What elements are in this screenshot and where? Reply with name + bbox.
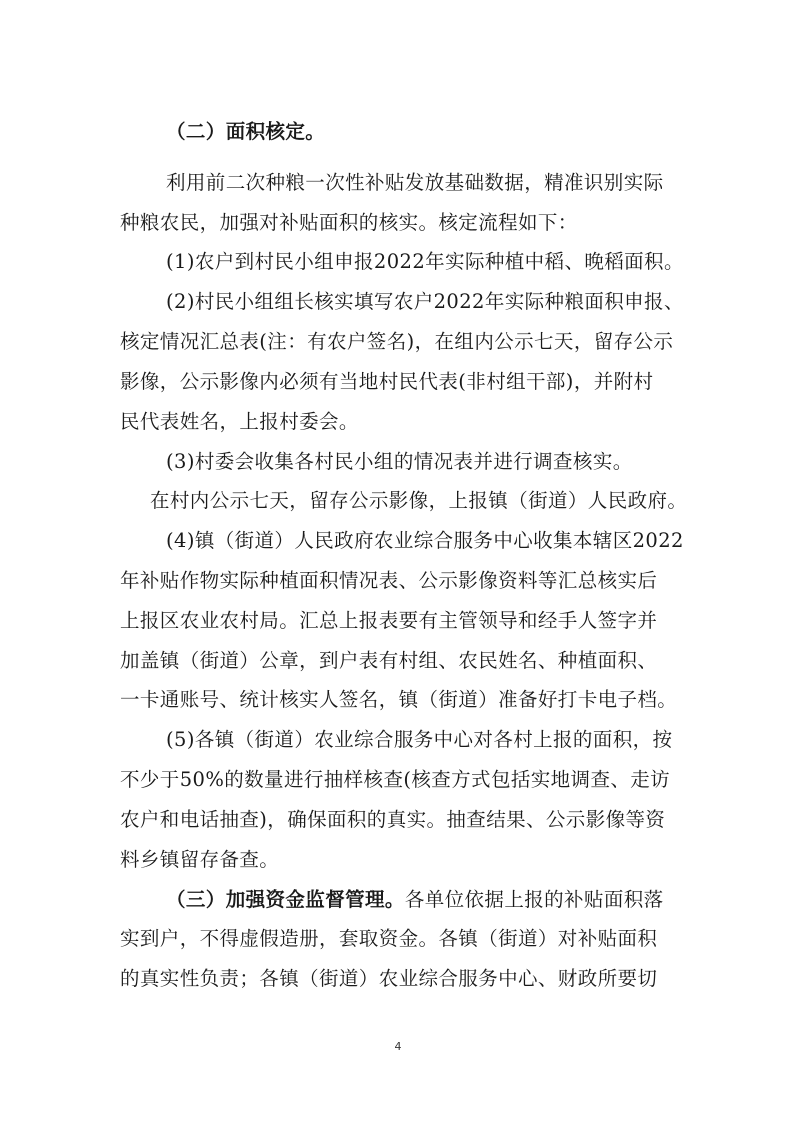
text-segment: (1)农户到村民小组申报2022年实际种植中稻、晚稻面积。 — [166, 250, 684, 273]
text-segment: 种粮农民，加强对补贴面积的核实。核定流程如下： — [120, 211, 578, 234]
text-line — [0, 171, 793, 195]
text-segment: 加盖镇（街道）公章，到户表有村组、农民姓名、种植面积、 — [120, 649, 658, 672]
text-segment: 实到户，不得虚假造册，套取资金。各镇（街道）对补贴面积 — [120, 927, 658, 950]
text-line — [0, 529, 793, 553]
text-line — [0, 609, 793, 633]
text-line — [0, 649, 793, 673]
text-line — [0, 489, 793, 513]
text-segment: 不少于50%的数量进行抽样核查(核查方式包括实地调查、走访 — [120, 768, 671, 791]
text-line — [0, 569, 793, 593]
text-line — [0, 728, 793, 752]
text-line — [0, 848, 793, 872]
text-segment: 农户和电话抽查)，确保面积的真实。抽查结果、公示影像等资 — [120, 808, 666, 831]
text-segment: 料乡镇留存备查。 — [120, 848, 280, 871]
page-number: 4 — [394, 1040, 402, 1053]
text-segment: (2)村民小组组长核实填写农户2022年实际种粮面积申报、 — [166, 290, 684, 313]
text-line — [0, 967, 793, 991]
text-line — [0, 410, 793, 434]
text-line — [0, 450, 793, 474]
text-segment: 年补贴作物实际种植面积情况表、公示影像资料等汇总核实后 — [120, 569, 658, 592]
text-line — [0, 211, 793, 235]
text-line — [0, 370, 793, 394]
text-line — [0, 768, 793, 792]
text-segment: 一卡通账号、统计核实人签名，镇（街道）准备好打卡电子档。 — [120, 688, 678, 711]
text-line — [0, 888, 793, 912]
text-segment: 的真实性负责；各镇（街道）农业综合服务中心、财政所要切 — [120, 967, 658, 990]
text-line — [0, 927, 793, 951]
text-line — [0, 688, 793, 712]
text-line — [0, 250, 793, 274]
text-line — [0, 120, 793, 144]
text-segment: 民代表姓名，上报村委会。 — [120, 410, 359, 433]
text-segment: 在村内公示七天，留存公示影像，上报镇（街道）人民政府。 — [150, 489, 688, 512]
text-segment: (4)镇（街道）人民政府农业综合服务中心收集本辖区2022 — [166, 529, 684, 552]
text-segment: 影像，公示影像内必须有当地村民代表(非村组干部)，并附村 — [120, 370, 654, 393]
text-segment: 利用前二次种粮一次性补贴发放基础数据，精准识别实际 — [166, 171, 664, 194]
text-line — [0, 808, 793, 832]
text-segment: (5)各镇（街道）农业综合服务中心对各村上报的面积，按 — [166, 728, 673, 751]
text-segment: 各单位依据上报的补贴面积落 — [404, 888, 664, 911]
text-line — [0, 330, 793, 354]
text-segment: 核定情况汇总表(注：有农户签名)，在组内公示七天，留存公示 — [120, 330, 674, 353]
text-line — [0, 290, 793, 314]
text-segment: 上报区农业农村局。汇总上报表要有主管领导和经手人签字并 — [120, 609, 658, 632]
text-segment: (3)村委会收集各村民小组的情况表并进行调查核实。 — [166, 450, 633, 473]
section-heading: （三）加强资金监督管理。 — [166, 888, 405, 911]
section-heading: （二）面积核定。 — [166, 120, 326, 143]
